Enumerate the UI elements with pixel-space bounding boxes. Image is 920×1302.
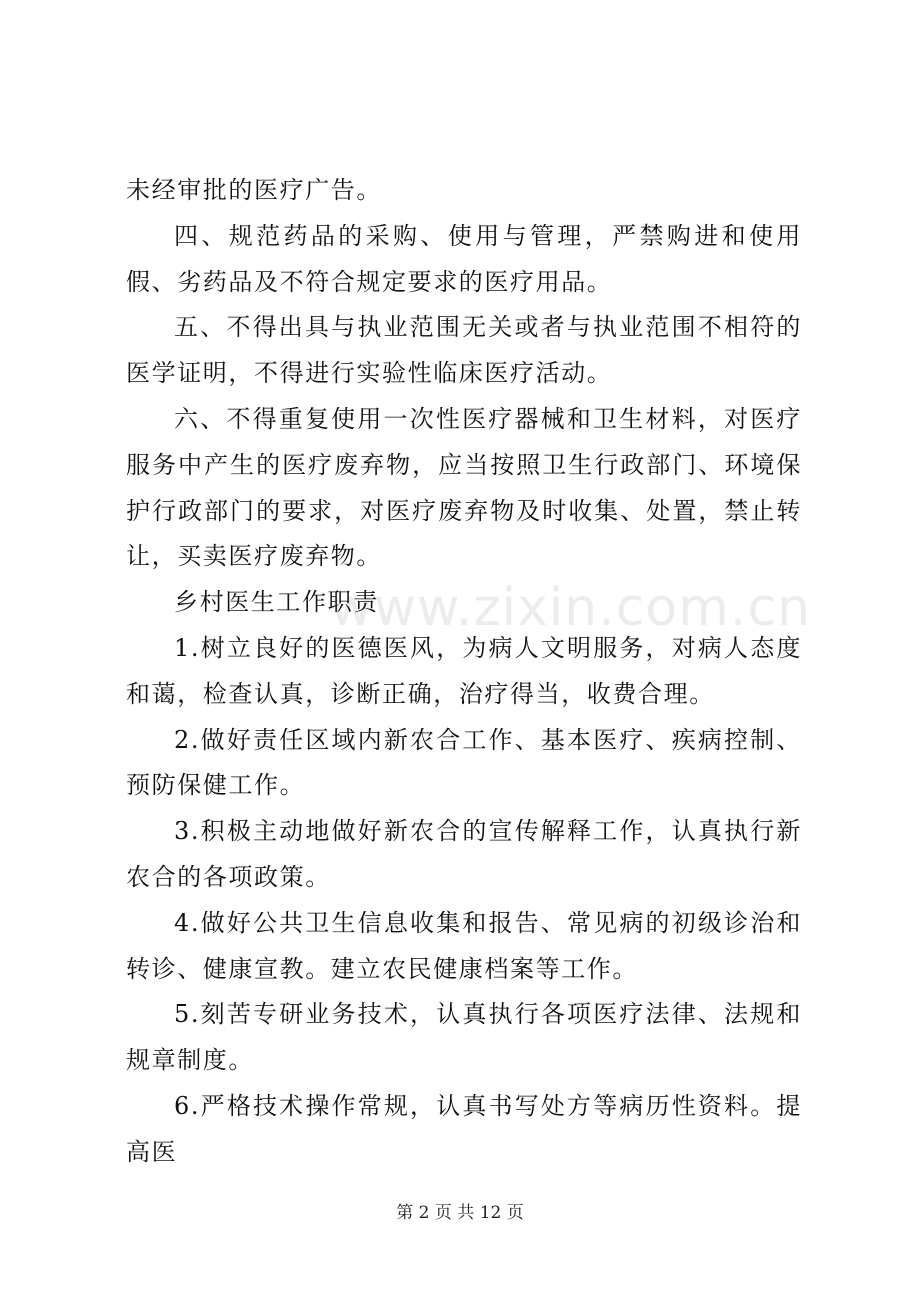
duty-item-4: 4.做好公共卫生信息收集和报告、常见病的初级诊治和转诊、健康宣教。建立农民健康档案等工作。	[126, 908, 802, 983]
duty-item-5: 5.刻苦专研业务技术，认真执行各项医疗法律、法规和规章制度。	[126, 1000, 802, 1075]
paragraph-item-5: 五、不得出具与执业范围无关或者与执业范围不相符的医学证明，不得进行实验性临床医疗活动。	[126, 313, 802, 388]
page-footer: 第 2 页 共 12 页	[396, 1203, 524, 1223]
duty-item-3: 3.积极主动地做好新农合的宣传解释工作，认真执行新农合的各项政策。	[126, 817, 802, 891]
duty-item-1: 1.树立良好的医德医风，为病人文明服务，对病人态度和蔼，检查认真，诊断正确，治疗得当，收费合理。	[126, 633, 802, 708]
paragraph-item-4: 四、规范药品的采购、使用与管理，严禁购进和使用假、劣药品及不符合规定要求的医疗用品。	[126, 221, 802, 296]
watermark: www.zixin.com.cn	[330, 578, 811, 638]
paragraph-continuation: 未经审批的医疗广告。	[126, 176, 382, 204]
paragraph-item-6: 六、不得重复使用一次性医疗器械和卫生材料，对医疗服务中产生的医疗废弃物，应当按照卫生行政部门、环境保护行政部门的要求，对医疗废弃物及时收集、处置，禁止转让，买卖医疗废弃物。	[126, 404, 802, 571]
duty-item-2: 2.做好责任区域内新农合工作、基本医疗、疾病控制、预防保健工作。	[126, 725, 802, 800]
duty-item-6: 6.严格技术操作常规，认真书写处方等病历性资料。提高医	[126, 1091, 802, 1166]
document-body	[126, 168, 802, 1176]
section-heading: 乡村医生工作职责	[174, 588, 379, 617]
